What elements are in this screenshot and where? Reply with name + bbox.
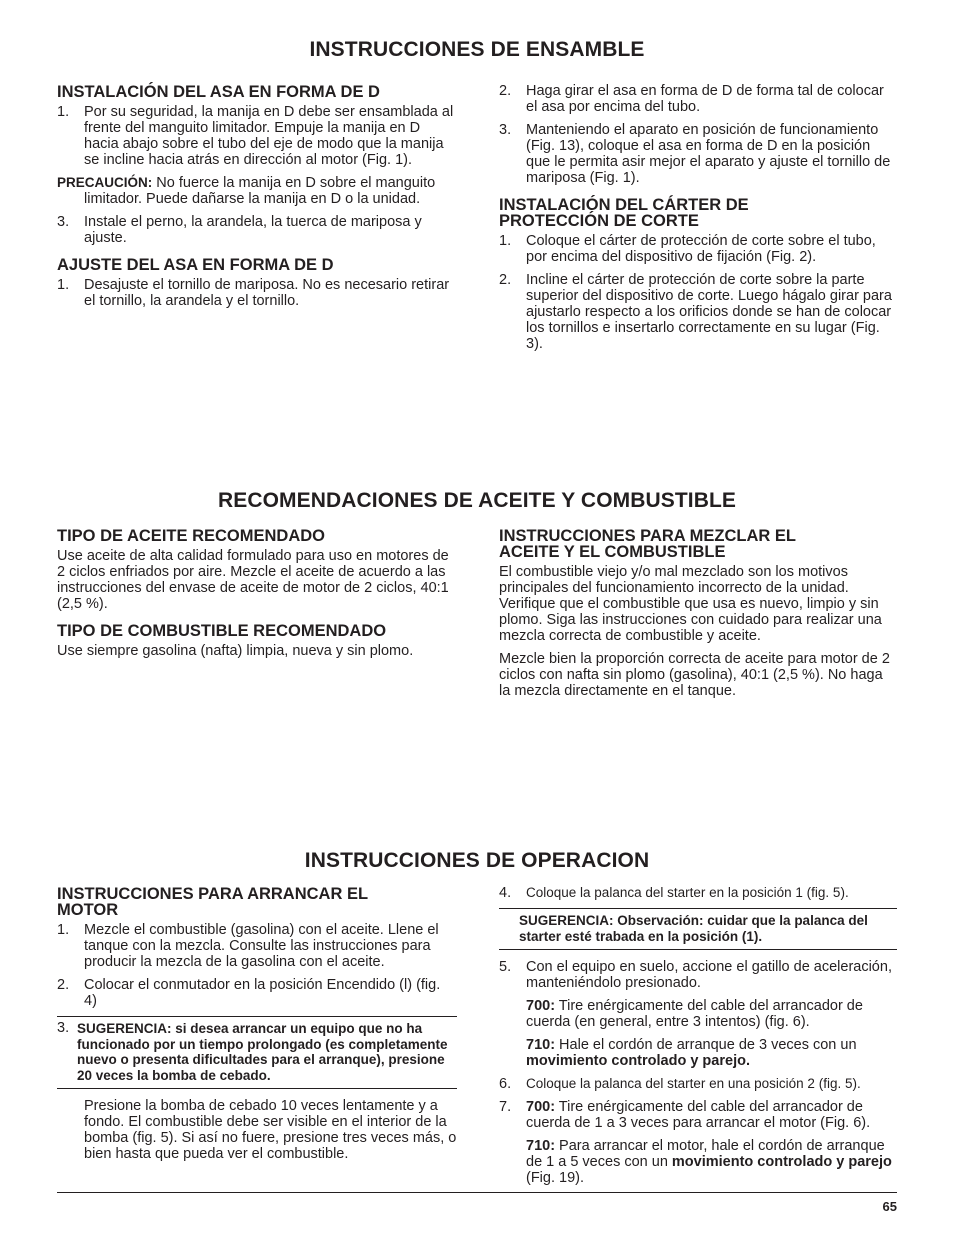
caution-text: No fuerce la manija en D sobre el manguito limitador. Puede dañarse la manija en D o la unidad. xyxy=(84,175,436,207)
list-item xyxy=(57,214,457,246)
item-text: Incline el cárter de protección de corte sobre la parte superior del dispositivo de corte. Luego hágalo girar para ajustarlo respecto a los orificios donde se han de colocar los tornillos e insertarlo correctamente en su lugar (Fig. 3). xyxy=(526,272,892,352)
item-number: 2. xyxy=(499,272,512,288)
item-text: Por su seguridad, la manija en D debe ser ensamblada al frente del manguito limitador. Empuje la manija en D hacia abajo sobre el tubo del eje de modo que la manija se incline hacia atrás en dirección al motor (Fig. 1). xyxy=(84,104,454,168)
footer-rule xyxy=(57,1192,897,1193)
item-text: Con el equipo en suelo, accione el gatillo de aceleración, manteniéndolo presionado. xyxy=(526,959,892,991)
tip-text: SUGERENCIA: si desea arrancar un equipo que no ha funcionado por un tiempo prolongado (es completamente nuevo o presenta dificultades para el arranque), presione 20 veces la bomba de cebado. xyxy=(77,1021,448,1083)
item-number: 4. xyxy=(499,885,512,901)
list-item xyxy=(499,233,897,265)
list-item xyxy=(499,1099,897,1131)
heading-oil: TIPO DE ACEITE RECOMENDADO xyxy=(57,527,325,545)
item-text: Tire enérgicamente del cable del arrancador de cuerda de 1 a 3 veces para arrancar el motor (Fig. 6). xyxy=(526,1099,871,1131)
list-item xyxy=(499,1076,897,1092)
item-number: 3. xyxy=(499,122,512,138)
tip-text: SUGERENCIA: Observación: cuidar que la palanca del starter esté trabada en la posición (1). xyxy=(519,913,868,944)
list-item xyxy=(499,122,897,186)
aceite-right-column xyxy=(499,528,897,706)
item-text: Coloque la palanca del starter en la posición 1 (fig. 5). xyxy=(526,885,849,900)
item-number: 1. xyxy=(499,233,512,249)
caution-note xyxy=(57,175,457,207)
list-item xyxy=(57,977,457,1009)
item-number: 2. xyxy=(499,83,512,99)
mix-paragraph-1: El combustible viejo y/o mal mezclado son los motivos principales del funcionamiento incorrecto de la unidad. Verifique que el combustible que usa es nuevo, limpio y sin plomo. Siga las instrucciones con cuidado para realizar una mezcla correcta de combustible y aceite. xyxy=(499,564,882,644)
fuel-text: Use siempre gasolina (nafta) limpia, nueva y sin plomo. xyxy=(57,643,414,659)
model-label: 700: xyxy=(526,1099,556,1115)
step7-model-710-note xyxy=(499,1138,897,1186)
model-label: 710: xyxy=(526,1037,556,1053)
item-text: Desajuste el tornillo de mariposa. No es necesario retirar el tornillo, la arandela y el tornillo. xyxy=(84,277,450,309)
item-text: Haga girar el asa en forma de D de forma tal de colocar el asa por encima del tubo. xyxy=(526,83,884,115)
model-text: Para arrancar el motor, hale el cordón de arranque de 1 a 5 veces con un xyxy=(526,1138,885,1170)
item-text: Manteniendo el aparato en posición de funcionamiento (Fig. 13), coloque el asa en forma de D en la posición que le permita asir mejor el aparato y ajuste el tornillo de mariposa (Fig. 1). xyxy=(526,122,891,186)
item-text: Colocar el conmutador en la posición Encendido (l) (fig. 4) xyxy=(84,977,441,1009)
heading-d-handle: INSTALACIÓN DEL ASA EN FORMA DE D xyxy=(57,83,380,101)
oil-text: Use aceite de alta calidad formulado para uso en motores de 2 ciclos enfriados por aire. Mezcle el aceite de acuerdo a las instrucciones del envase de aceite de motor de 2 ciclos, 40:1 (2,5 %). xyxy=(57,548,449,612)
ensamble-right-column xyxy=(499,83,897,359)
item-number: 2. xyxy=(57,977,70,993)
model-700-note xyxy=(499,998,897,1030)
item-text: Mezcle el combustible (gasolina) con el aceite. Llene el tanque con la mezcla. Consulte las instrucciones para producir la mezcla de la gasolina con el aceite. xyxy=(84,922,439,970)
heading-fuel: TIPO DE COMBUSTIBLE RECOMENDADO xyxy=(57,622,387,640)
tip-box-primer xyxy=(57,1016,457,1089)
tip-box-choke xyxy=(499,908,897,950)
model-emphasis: movimiento controlado y parejo xyxy=(671,1154,892,1170)
operacion-left-column xyxy=(57,886,457,1169)
model-text-end: (Fig. 19). xyxy=(526,1170,585,1186)
item-text: Instale el perno, la arandela, la tuerca de mariposa y ajuste. xyxy=(84,214,422,246)
item-number: 1. xyxy=(57,922,70,938)
ensamble-left-column xyxy=(57,84,457,316)
item-number: 3. xyxy=(57,214,70,230)
item-text: Coloque el cárter de protección de corte sobre el tubo, por encima del dispositivo de fijación (Fig. 2). xyxy=(526,233,876,265)
list-item xyxy=(499,959,897,991)
mix-paragraph-2: Mezcle bien la proporción correcta de aceite para motor de 2 ciclos con nafta sin plomo (gasolina), 40:1 (2,5 %). No haga la mezcla directamente en el tanque. xyxy=(499,651,890,699)
list-item xyxy=(499,83,897,115)
item-number: 6. xyxy=(499,1076,512,1092)
model-710-note xyxy=(499,1037,897,1069)
item-number: 5. xyxy=(499,959,512,975)
section-title-ensamble: INSTRUCCIONES DE ENSAMBLE xyxy=(309,38,645,61)
list-item xyxy=(57,104,457,168)
heading-guard: INSTALACIÓN DEL CÁRTER DE PROTECCIÓN DE CORTE xyxy=(499,196,749,230)
item-number: 7. xyxy=(499,1099,512,1115)
item-number: 3. xyxy=(57,1020,70,1036)
item-number: 1. xyxy=(57,104,70,120)
section-title-operacion: INSTRUCCIONES DE OPERACION xyxy=(304,849,650,872)
operacion-right-column xyxy=(499,885,897,1193)
aceite-left-column xyxy=(57,528,457,666)
section-title-aceite: RECOMENDACIONES DE ACEITE Y COMBUSTIBLE xyxy=(217,489,737,512)
model-label: 710: xyxy=(526,1138,556,1154)
primer-instructions: Presione la bomba de cebado 10 veces lentamente y a fondo. El combustible debe ser visible en el interior de la bomba (fig. 5). Si así no fuere, presione tres veces más, o bien hasta que pueda ver el combustible. xyxy=(84,1098,457,1162)
page-number: 65 xyxy=(882,1199,897,1214)
item-number: 1. xyxy=(57,277,70,293)
model-text: Hale el cordón de arranque de 3 veces con un xyxy=(555,1037,857,1053)
model-text: Tire enérgicamente del cable del arrancador de cuerda (en general, entre 3 intentos) (fig. 6). xyxy=(526,998,863,1030)
heading-start: INSTRUCCIONES PARA ARRANCAR EL MOTOR xyxy=(57,885,368,919)
model-emphasis: movimiento controlado y parejo. xyxy=(526,1053,750,1069)
list-item xyxy=(57,922,457,970)
list-item xyxy=(57,277,457,309)
model-label: 700: xyxy=(526,998,556,1014)
caution-label: PRECAUCIÓN: xyxy=(57,175,153,190)
list-item xyxy=(499,272,897,352)
item-text: Coloque la palanca del starter en una posición 2 (fig. 5). xyxy=(526,1076,861,1091)
heading-adjust: AJUSTE DEL ASA EN FORMA DE D xyxy=(57,256,334,274)
heading-mix: INSTRUCCIONES PARA MEZCLAR EL ACEITE Y EL COMBUSTIBLE xyxy=(499,527,796,561)
list-item xyxy=(499,885,897,901)
